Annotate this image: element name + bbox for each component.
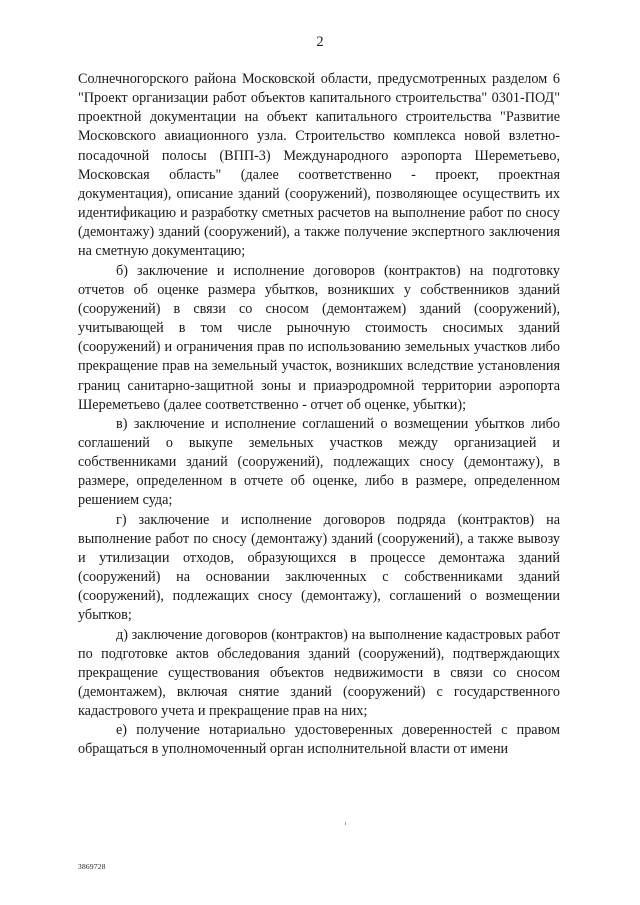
paragraph-item-g: г) заключение и исполнение договоров подряда (контрактов) на выполнение работ по сносу (демонтажу) зданий (сооружений), а также вывозу и утилизации отходов, образующихся в процессе демонтажа зданий (сооружений) на основании заключенных с собственниками зданий (сооружений), подлежащих сносу (демонтажу), соглашений о возмещении убытков; <box>78 511 560 624</box>
document-body <box>78 70 560 760</box>
paragraph-item-b: б) заключение и исполнение договоров (контрактов) на подготовку отчетов об оценке размера убытков, возникших у собственников зданий (сооружений) в связи со сносом (демонтажем) зданий (сооружений), учитывающей в том числе рыночную стоимость сносимых зданий (сооружений) и ограничения прав по использованию земельных участков либо прекращение прав на земельный участок, возникших вследствие установления границ санитарно-защитной зоны и приаэродромной территории аэропорта Шереметьево (далее соответственно - отчет об оценке, убытки); <box>78 262 560 413</box>
page-number: 2 <box>316 34 324 50</box>
paragraph-item-d: д) заключение договоров (контрактов) на выполнение кадастровых работ по подготовке актов обследования зданий (сооружений), подтверждающих прекращение существования объектов недвижимости в связи со сносом (демонтажем), включая снятие зданий (сооружений) с государственного кадастрового учета и прекращение прав на них; <box>78 626 560 720</box>
document-code: 3869728 <box>78 862 106 871</box>
paragraph-continuation: Солнечногорского района Московской области, предусмотренных разделом 6 "Проект организации работ объектов капитального строительства" 0301-ПОД" проектной документации на объект капитального строительства "Развитие Московского авиационного узла. Строительство комплекса новой взлетно-посадочной полосы (ВПП-3) Международного аэропорта Шереметьево, Московская область" (далее соответственно - проект, проектная документация), описание зданий (сооружений), позволяющее осуществить их идентификацию и разработку сметных расчетов на выполнение работ по сносу (демонтажу) зданий (сооружений), а также получение экспертного заключения на сметную документацию; <box>78 71 560 260</box>
paragraph-item-e: е) получение нотариально удостоверенных доверенностей с правом обращаться в уполномоченный орган исполнительной власти от имени <box>78 722 560 758</box>
paragraph-item-v: в) заключение и исполнение соглашений о возмещении убытков либо соглашений о выкупе земельных участков между организацией и собственниками зданий (сооружений), подлежащих сносу (демонтажу), в размере, определенном в отчете об оценке, либо в размере, определенном решением суда; <box>78 415 560 509</box>
scan-artifact-mark <box>345 822 346 825</box>
